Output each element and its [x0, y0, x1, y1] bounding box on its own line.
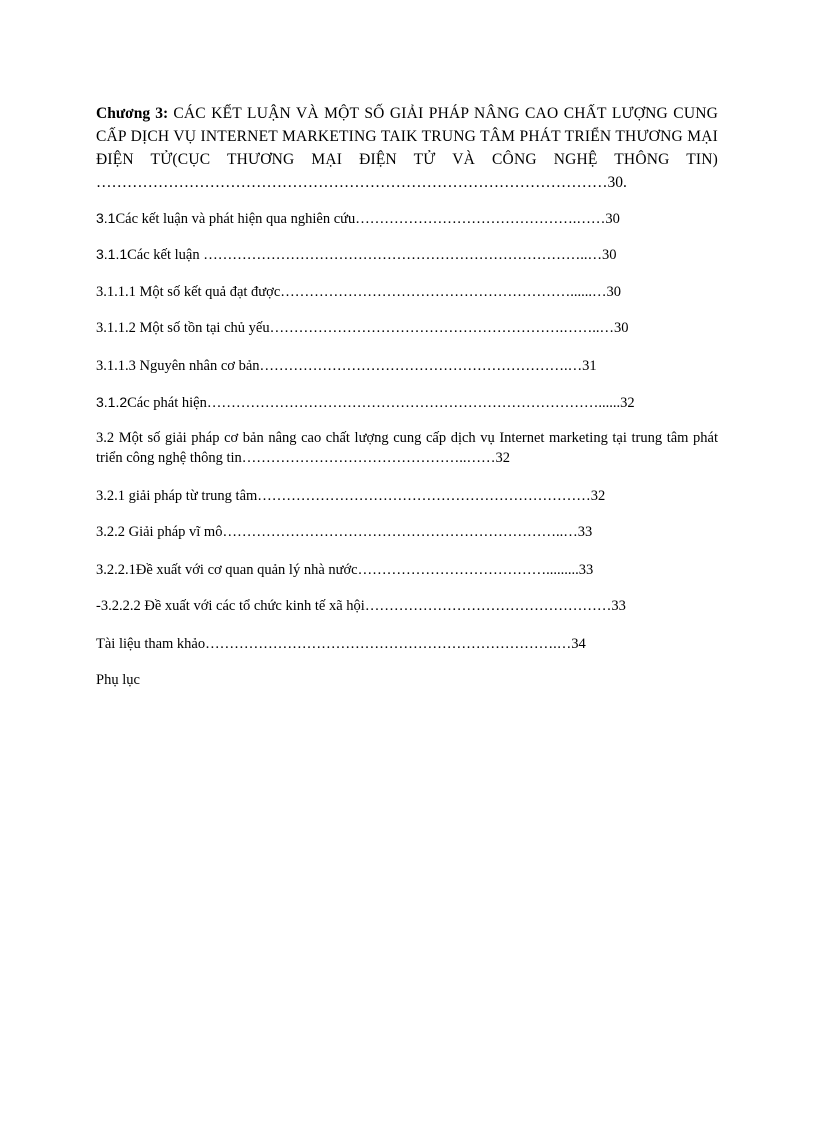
chapter-leader: ………………………………………………………………………………………30.	[96, 174, 627, 191]
chapter-title: CÁC KẾT LUẬN VÀ MỘT SỐ GIẢI PHÁP NÂNG CAO CHẤT LƯỢNG CUNG CẤP DỊCH VỤ INTERNET MARKETING TAIK TRUNG TÂM PHÁT TRIỂN THƯƠNG MẠI ĐIỆN TỬ(CỤC THƯƠNG MẠI ĐIỆN TỬ VÀ CÔNG NGHỆ THÔNG TIN)	[96, 105, 718, 168]
toc-number: 3.1.1.3	[96, 358, 136, 374]
toc-page: 33	[611, 598, 626, 614]
toc-title: Đề xuất với cơ quan quản lý nhà nước	[135, 562, 358, 578]
toc-title: Một số giải pháp cơ bản nâng cao chất lượng cung cấp dịch vụ Internet marketing tại trung tâm phát triển công nghệ thông tin	[96, 430, 718, 466]
toc-number: -3.2.2.2	[96, 598, 141, 614]
toc-entry-3-2-2	[96, 522, 592, 542]
toc-entry-3-1-1-2	[96, 318, 628, 338]
chapter-heading	[96, 102, 718, 194]
toc-title: Tài liệu tham khảo	[96, 636, 206, 652]
toc-title: Các kết luận	[127, 247, 200, 263]
toc-number: 3.2.1	[96, 488, 125, 504]
toc-page: 30	[605, 211, 620, 227]
toc-entry-3-2-1	[96, 486, 605, 506]
toc-page: 32	[590, 488, 606, 504]
toc-number: 3.1.1.1	[96, 284, 136, 300]
toc-entry-3-2-2-1	[96, 560, 593, 580]
toc-number: 3.1.1	[96, 246, 128, 262]
toc-leader: ……………………………………….……	[355, 211, 606, 227]
toc-page: 33	[577, 524, 593, 540]
toc-number: 3.2.2	[96, 524, 125, 540]
toc-entry-3-1-1	[96, 244, 617, 265]
chapter-label: Chương 3:	[96, 105, 169, 122]
toc-title: Một số tồn tại chủ yếu	[135, 320, 270, 336]
toc-number: 3.1	[96, 210, 116, 226]
toc-entry-3-1	[96, 208, 620, 229]
document-page	[96, 102, 718, 688]
toc-number: 3.2	[96, 430, 115, 446]
toc-entry-references	[96, 634, 586, 654]
toc-title: Các phát hiện	[127, 395, 207, 411]
toc-page: 34	[571, 636, 586, 652]
toc-title: Các kết luận và phát hiện qua nghiên cứu	[115, 211, 356, 227]
toc-leader: ……………………………………………	[364, 598, 612, 614]
toc-entry-3-1-2	[96, 392, 635, 413]
toc-leader: ………………………………………………………………………......	[206, 395, 621, 411]
toc-entry-3-2	[96, 428, 718, 468]
toc-page: 33	[578, 562, 594, 578]
toc-number: 3.1.1.2	[96, 320, 136, 336]
toc-leader: …………………………………………………….……..…	[269, 320, 614, 336]
toc-page: 31	[582, 358, 597, 374]
toc-leader: ……………………………………………………………….…	[205, 636, 572, 652]
toc-title: Đề xuất với các tổ chức kinh tế xã hội	[140, 598, 365, 614]
toc-title: Một số kết quả đạt được	[135, 284, 281, 300]
toc-page: 30	[606, 284, 622, 300]
toc-leader: ………………………………………..……	[241, 450, 496, 466]
toc-page: 32	[495, 450, 511, 466]
toc-leader: ……………………………………………………….…	[259, 358, 583, 374]
toc-entry-3-1-1-3	[96, 356, 597, 376]
toc-title: Giải pháp vĩ mô	[125, 524, 223, 540]
toc-number: 3.1.2	[96, 394, 128, 410]
toc-leader: ……………………………………………………………	[257, 488, 591, 504]
toc-leader: ……………………………………………………………..…	[222, 524, 578, 540]
toc-number: 3.2.2.1	[96, 562, 136, 578]
toc-entry-3-2-2-2	[96, 596, 626, 616]
toc-leader: ……………………………………………………......…	[280, 284, 607, 300]
toc-page: 32	[620, 395, 635, 411]
toc-title: giải pháp từ trung tâm	[125, 488, 258, 504]
toc-leader: ……………………………………………………………………..…	[199, 247, 602, 263]
toc-entry-3-1-1-1	[96, 282, 621, 302]
toc-entry-appendix	[96, 670, 140, 690]
toc-title: Nguyên nhân cơ bản	[135, 358, 260, 374]
toc-page: 30	[613, 320, 629, 336]
toc-title: Phụ lục	[96, 672, 140, 688]
toc-leader: ………………………………….........	[357, 562, 579, 578]
toc-page: 30	[602, 247, 617, 263]
